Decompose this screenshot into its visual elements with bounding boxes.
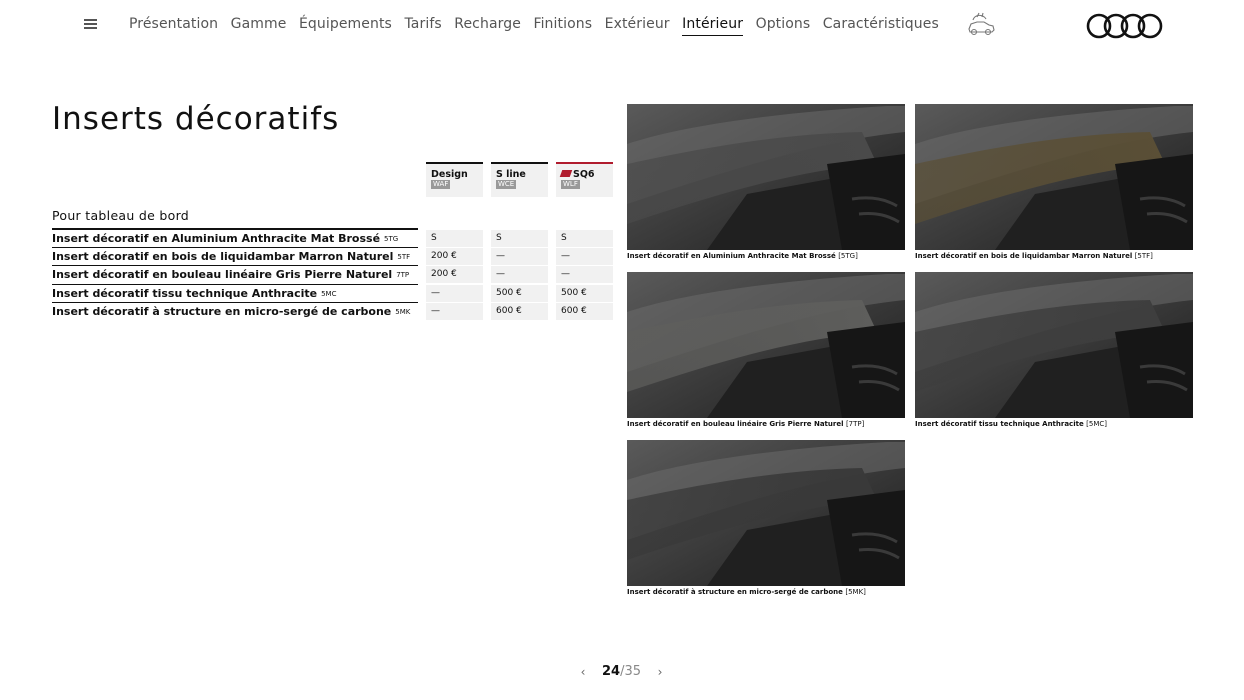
- caption-text: Insert décoratif tissu technique Anthracite: [915, 420, 1084, 428]
- table-row-label: [52, 266, 418, 284]
- hamburger-menu-icon[interactable]: [84, 19, 97, 29]
- row-label-text: Insert décoratif tissu technique Anthracite: [52, 287, 318, 300]
- dashboard-illustration: [915, 104, 1193, 250]
- caption-code: [7TP]: [845, 420, 865, 428]
- total-pages: /35: [620, 664, 642, 679]
- chevron-left-icon[interactable]: ‹: [580, 664, 586, 679]
- table-cell: 500 €: [556, 285, 613, 303]
- table-cell: —: [426, 303, 483, 321]
- row-code: 5MC: [321, 290, 337, 298]
- table-cell: —: [556, 266, 613, 284]
- dashboard-illustration: [627, 272, 905, 418]
- interior-photo[interactable]: [627, 440, 905, 586]
- table-cell: 600 €: [491, 303, 548, 321]
- column-header-sline: [491, 162, 548, 197]
- caption-code: [5MC]: [1086, 420, 1107, 428]
- table-row-label: [52, 285, 418, 303]
- column-header-sq6: [556, 162, 613, 197]
- nav-item-interieur[interactable]: Intérieur: [682, 16, 743, 36]
- table-row-label: [52, 248, 418, 266]
- column-name-wrap: [561, 169, 595, 180]
- row-label-text: Insert décoratif à structure en micro-sergé de carbone: [52, 305, 392, 318]
- row-code: 5TF: [397, 253, 411, 261]
- nav-item-exterieur[interactable]: Extérieur: [604, 16, 670, 32]
- top-navigation: [0, 0, 1244, 50]
- interior-photo[interactable]: [915, 272, 1193, 418]
- caption-text: Insert décoratif à structure en micro-sergé de carbone: [627, 588, 843, 596]
- caption-code: [5TF]: [1134, 252, 1153, 260]
- row-label-text: Insert décoratif en Aluminium Anthracite Mat Brossé: [52, 232, 381, 245]
- car-configurator-icon[interactable]: [965, 11, 997, 39]
- interior-photo[interactable]: [627, 104, 905, 250]
- nav-item-finitions[interactable]: Finitions: [533, 16, 593, 32]
- row-code: 7TP: [396, 271, 410, 279]
- caption-text: Insert décoratif en bouleau linéaire Gris Pierre Naturel: [627, 420, 844, 428]
- nav-item-tarifs[interactable]: Tarifs: [404, 16, 442, 32]
- table-cell: S: [491, 230, 548, 248]
- dashboard-illustration: [915, 272, 1193, 418]
- page-title: Inserts décoratifs: [52, 101, 340, 137]
- column-name: SQ6: [573, 169, 595, 180]
- column-code: WCE: [498, 180, 515, 188]
- nav-item-gamme[interactable]: Gamme: [230, 16, 287, 32]
- chevron-right-icon[interactable]: ›: [657, 664, 663, 679]
- caption-code: [5TG]: [838, 252, 858, 260]
- row-code: 5TG: [384, 235, 399, 243]
- photo-caption: [915, 252, 1153, 260]
- column-name: S line: [496, 169, 526, 180]
- table-cell: —: [491, 266, 548, 284]
- caption-code: [5MK]: [845, 588, 866, 596]
- s-badge-icon: [560, 170, 573, 177]
- caption-text: Insert décoratif en Aluminium Anthracite Mat Brossé: [627, 252, 836, 260]
- table-row-label: [52, 303, 418, 321]
- audi-rings-logo[interactable]: [1086, 12, 1164, 40]
- table-cell: 200 €: [426, 266, 483, 284]
- table-cell: —: [556, 248, 613, 266]
- column-header-design: [426, 162, 483, 197]
- nav-links: [129, 16, 951, 36]
- table-cell: S: [556, 230, 613, 248]
- nav-item-options[interactable]: Options: [755, 16, 811, 32]
- nav-item-presentation[interactable]: Présentation: [129, 16, 219, 32]
- table-cell: S: [426, 230, 483, 248]
- table-cell: —: [426, 285, 483, 303]
- pagination: [576, 664, 667, 679]
- caption-text: Insert décoratif en bois de liquidambar Marron Naturel: [915, 252, 1133, 260]
- dashboard-illustration: [627, 104, 905, 250]
- table-cell: 600 €: [556, 303, 613, 321]
- interior-photo[interactable]: [627, 272, 905, 418]
- current-page: 24: [602, 664, 621, 679]
- photo-caption: [915, 420, 1107, 428]
- nav-item-recharge[interactable]: Recharge: [454, 16, 521, 32]
- table-cell: 500 €: [491, 285, 548, 303]
- row-label-text: Insert décoratif en bois de liquidambar Marron Naturel: [52, 250, 394, 263]
- interior-photo[interactable]: [915, 104, 1193, 250]
- table-row-label: [52, 230, 418, 248]
- nav-item-caracteristiques[interactable]: Caractéristiques: [822, 16, 939, 32]
- table-cell: —: [491, 248, 548, 266]
- photo-caption: [627, 252, 858, 260]
- row-label-text: Insert décoratif en bouleau linéaire Gris Pierre Naturel: [52, 268, 393, 281]
- column-code: WAF: [433, 180, 449, 188]
- photo-caption: [627, 588, 866, 596]
- nav-item-equipements[interactable]: Équipements: [298, 16, 392, 32]
- column-name: Design: [431, 169, 468, 180]
- photo-caption: [627, 420, 864, 428]
- row-code: 5MK: [395, 308, 411, 316]
- column-code: WLF: [563, 180, 578, 188]
- dashboard-illustration: [627, 440, 905, 586]
- section-label: Pour tableau de bord: [52, 208, 190, 223]
- table-cell: 200 €: [426, 248, 483, 266]
